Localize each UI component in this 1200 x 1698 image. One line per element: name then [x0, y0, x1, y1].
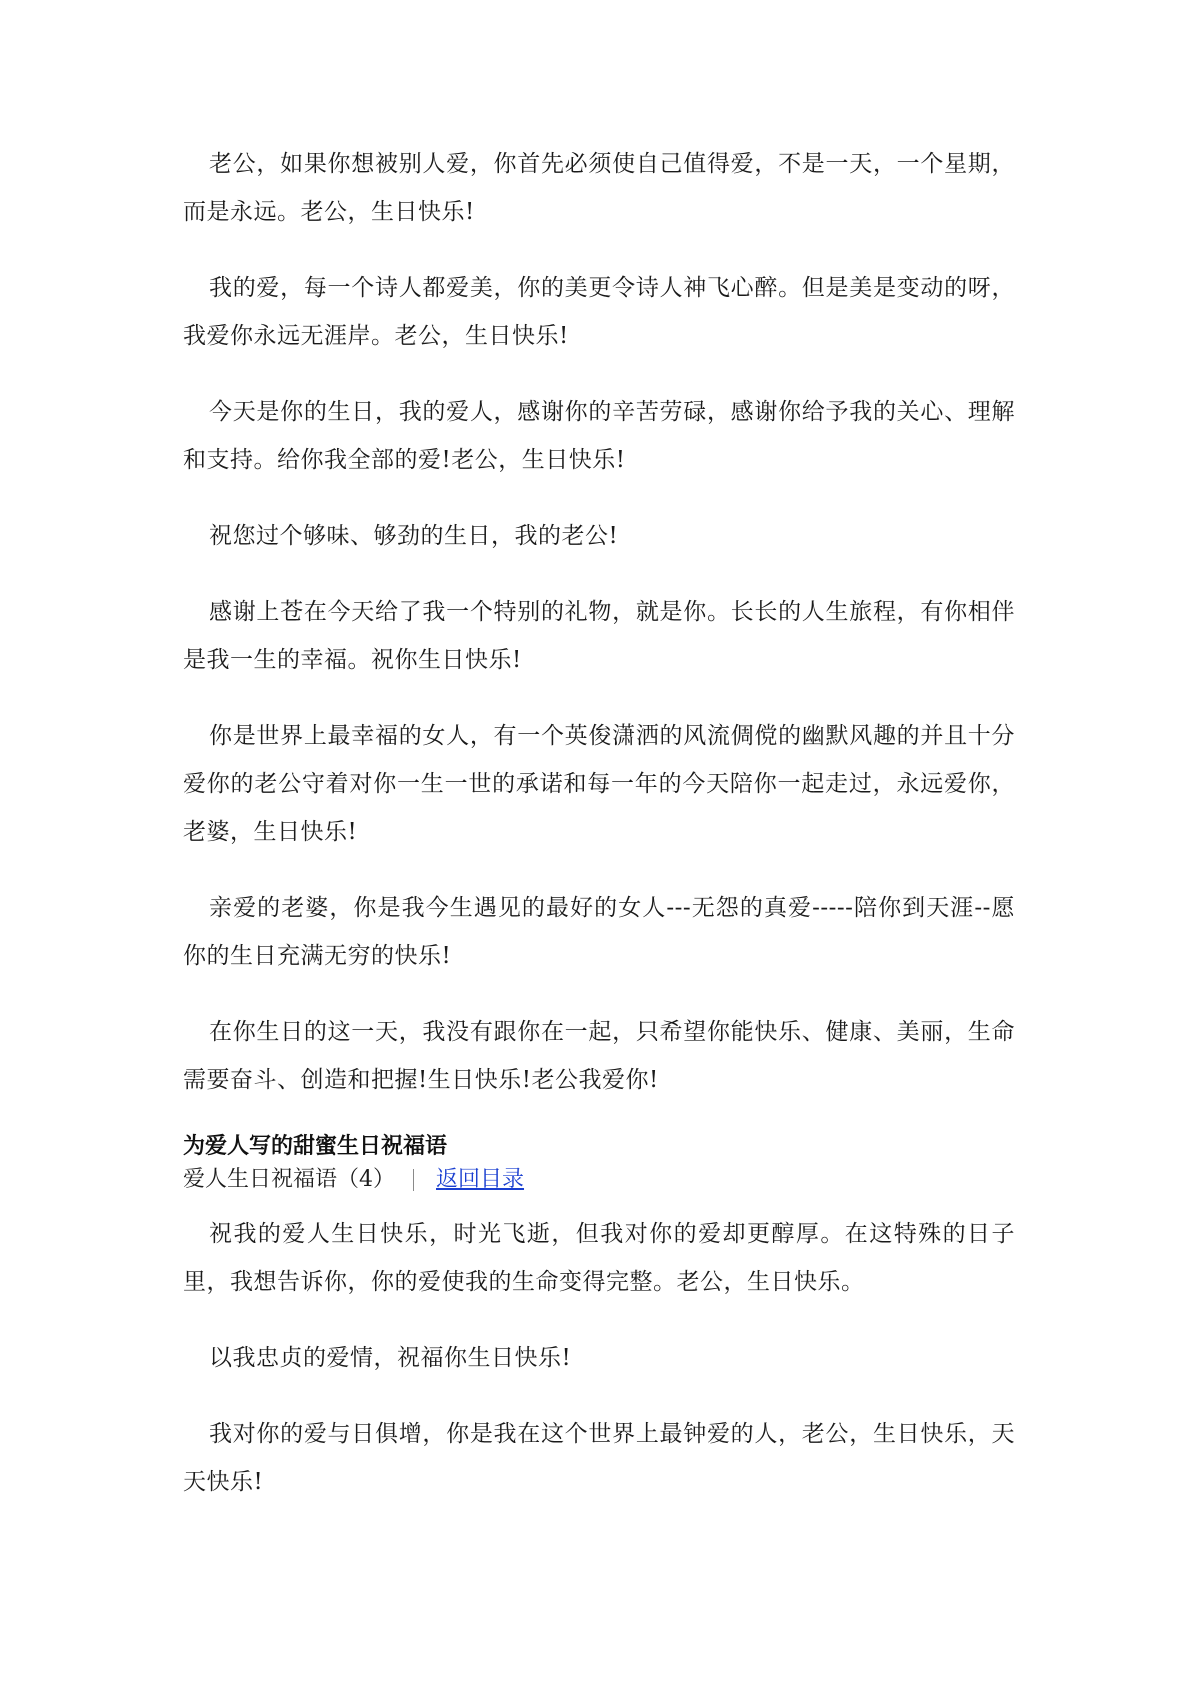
paragraph: 祝我的爱人生日快乐，时光飞逝，但我对你的爱却更醇厚。在这特殊的日子里，我想告诉你，你的爱使我的生命变得完整。老公，生日快乐。 [183, 1221, 1015, 1295]
paragraph: 亲爱的老婆，你是我今生遇见的最好的女人---无怨的真爱-----陪你到天涯--愿你的生日充满无穷的快乐! [183, 895, 1015, 969]
paragraph: 你是世界上最幸福的女人，有一个英俊潇洒的风流倜傥的幽默风趣的并且十分爱你的老公守着对你一生一世的承诺和每一年的今天陪你一起走过，永远爱你，老婆，生日快乐! [183, 723, 1015, 845]
paragraph: 在你生日的这一天，我没有跟你在一起，只希望你能快乐、健康、美丽，生命需要奋斗、创造和把握!生日快乐!老公我爱你! [183, 1019, 1015, 1093]
paragraph: 以我忠贞的爱情，祝福你生日快乐! [209, 1345, 572, 1371]
section-subline [183, 1162, 1015, 1198]
paragraph: 感谢上苍在今天给了我一个特别的礼物，就是你。长长的人生旅程，有你相伴是我一生的幸福。祝你生日快乐! [183, 599, 1015, 673]
document-page [183, 140, 1015, 1534]
paragraph: 祝您过个够味、够劲的生日，我的老公! [209, 523, 619, 549]
section-title: 为爱人写的甜蜜生日祝福语 [183, 1134, 448, 1159]
paragraph: 老公，如果你想被别人爱，你首先必须使自己值得爱，不是一天，一个星期，而是永远。老公，生日快乐! [183, 151, 1015, 225]
paragraph: 我对你的爱与日俱增，你是我在这个世界上最钟爱的人，老公，生日快乐，天天快乐! [183, 1421, 1015, 1495]
paragraph: 我的爱，每一个诗人都爱美，你的美更令诗人神飞心醉。但是美是变动的呀，我爱你永远无涯岸。老公，生日快乐! [183, 275, 1015, 349]
back-to-contents-link[interactable]: 返回目录 [436, 1167, 525, 1192]
paragraph: 今天是你的生日，我的爱人，感谢你的辛苦劳碌，感谢你给予我的关心、理解和支持。给你我全部的爱!老公，生日快乐! [183, 399, 1015, 473]
section-subtitle: 爱人生日祝福语（4） [183, 1167, 395, 1192]
separator [413, 1169, 414, 1191]
